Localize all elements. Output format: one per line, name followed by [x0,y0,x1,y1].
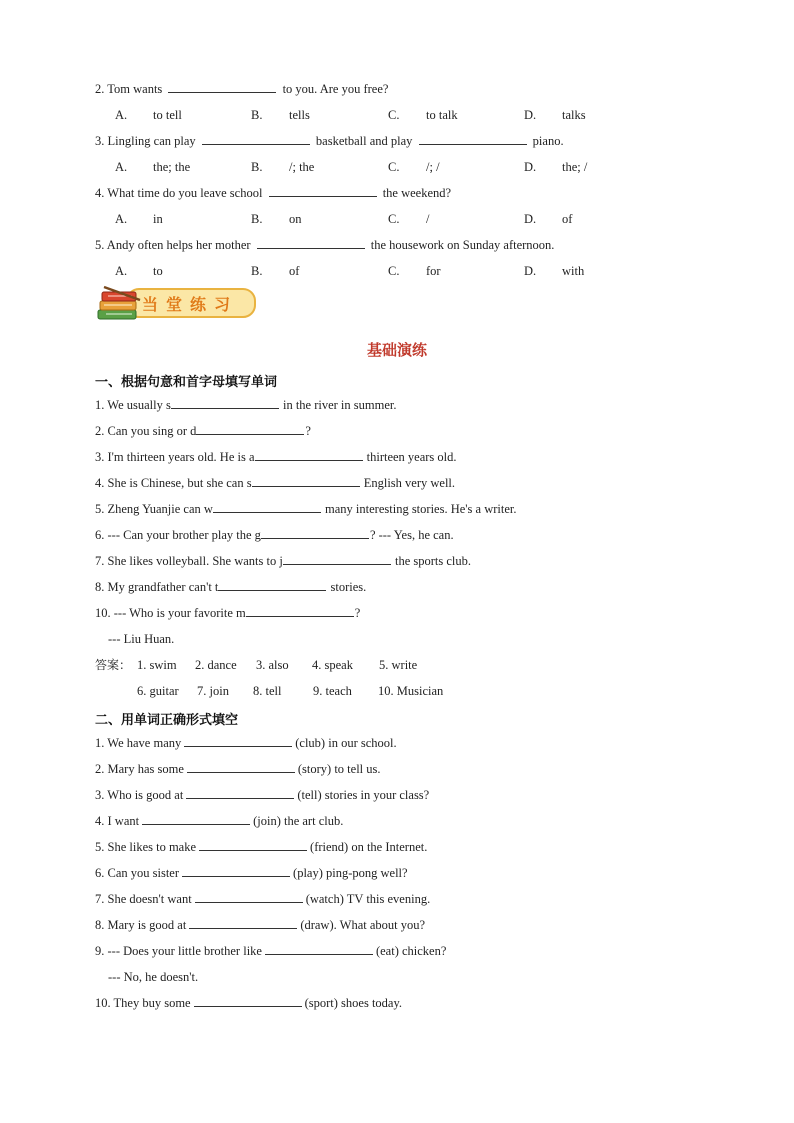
item-text: 3. I'm thirteen years old. He is a [95,450,255,464]
option-text: the; the [153,160,191,174]
item-text: 5. She likes to make [95,840,197,854]
option-text: tells [289,108,310,122]
stem: 3. Lingling can play [95,134,196,148]
part2-item [95,917,425,933]
stem: 5. Andy often helps her mother [95,238,251,252]
item-text: 6. --- Can your brother play the g [95,528,261,542]
part1-item [95,475,455,491]
item-text: ? --- Yes, he can. [369,528,454,542]
item-text: 6. Can you sister [95,866,180,880]
item-text: thirteen years old. [366,450,457,464]
part2-item [95,735,397,751]
part1-extra-line: --- Liu Huan. [108,632,175,646]
answer-blank[interactable] [171,397,279,409]
answer-blank[interactable] [168,81,276,93]
item-text: (club) in our school. [295,736,397,750]
answer-blank[interactable] [218,579,326,591]
practice-banner [96,284,260,324]
option-letter: B. [251,264,263,278]
option-text: to talk [426,108,458,122]
option-letter: C. [388,264,400,278]
item-text: 8. My grandfather can't t [95,580,219,594]
answer-item: 7. join [197,684,229,698]
answer-blank[interactable] [419,133,527,145]
item-text: 9. --- Does your little brother like [95,944,262,958]
answer-blank[interactable] [199,839,307,851]
stem: the housework on Sunday afternoon. [370,238,555,252]
option-text: /; / [426,160,440,174]
part1-item [95,449,457,465]
option-letter: D. [524,212,537,226]
stem: piano. [532,134,564,148]
answer-item: 4. speak [312,658,353,672]
answer-blank[interactable] [257,237,365,249]
item-text: ? [305,424,311,438]
answer-item: 2. dance [195,658,237,672]
answer-blank[interactable] [184,735,292,747]
answer-blank[interactable] [196,423,304,435]
item-text: 1. We usually s [95,398,171,412]
answer-item: 3. also [256,658,289,672]
item-text: the sports club. [394,554,472,568]
mc-question-4 [95,185,451,201]
item-text: (watch) TV this evening. [305,892,431,906]
answer-blank[interactable] [269,185,377,197]
option-letter: A. [115,160,128,174]
item-text: stories. [330,580,367,594]
answer-item: 10. Musician [378,684,444,698]
answer-blank[interactable] [187,761,295,773]
mc-question-3 [95,133,564,149]
item-text: 1. We have many [95,736,182,750]
item-text: 10. They buy some [95,996,191,1010]
option-letter: B. [251,212,263,226]
option-text: talks [562,108,586,122]
option-letter: A. [115,264,128,278]
item-text: 8. Mary is good at [95,918,187,932]
option-letter: B. [251,160,263,174]
option-text: with [562,264,585,278]
answer-blank[interactable] [261,527,369,539]
option-text: of [289,264,300,278]
stem: the weekend? [382,186,452,200]
answers-row-2 [95,683,695,699]
item-text: 7. She likes volleyball. She wants to j [95,554,283,568]
option-letter: D. [524,108,537,122]
part2-item [95,865,408,881]
part1-item [95,423,311,439]
answer-blank[interactable] [255,449,363,461]
option-letter: C. [388,108,400,122]
answer-blank[interactable] [142,813,250,825]
part2-item [95,891,430,907]
option-letter: A. [115,212,128,226]
answer-blank[interactable] [194,995,302,1007]
option-letter: A. [115,108,128,122]
option-letter: D. [524,160,537,174]
answer-blank[interactable] [283,553,391,565]
item-text: in the river in summer. [282,398,397,412]
answer-item: 9. teach [313,684,352,698]
option-text: to tell [153,108,182,122]
part2-extra-line: --- No, he doesn't. [108,970,199,984]
option-text: to [153,264,163,278]
part2-item [95,761,381,777]
stem: to you. Are you free? [282,82,389,96]
answer-blank[interactable] [202,133,310,145]
option-text: of [562,212,573,226]
part2-heading: 二、用单词正确形式填空 [95,713,239,728]
item-text: 2. Mary has some [95,762,184,776]
item-text: 3. Who is good at [95,788,184,802]
item-text: 10. --- Who is your favorite m [95,606,246,620]
option-text: /; the [289,160,315,174]
option-letter: B. [251,108,263,122]
mc-question-2 [95,81,388,97]
answers-row-1 [95,657,695,673]
item-text: ? [354,606,361,620]
item-text: 5. Zheng Yuanjie can w [95,502,213,516]
item-text: (play) ping-pong well? [293,866,408,880]
answer-blank[interactable] [265,943,373,955]
item-text: (story) to tell us. [297,762,381,776]
part2-item [95,813,343,829]
item-text: 7. She doesn't want [95,892,192,906]
answer-blank[interactable] [189,917,297,929]
part1-heading: 一、根据句意和首字母填写单词 [95,375,278,390]
answer-item: 1. swim [137,658,177,672]
option-letter: C. [388,160,400,174]
section-title: 基础演练 [366,341,427,359]
option-text: on [289,212,302,226]
part2-item [95,943,446,959]
item-text: many interesting stories. He's a writer. [325,502,517,516]
item-text: (tell) stories in your class? [297,788,430,802]
option-text: the; / [562,160,588,174]
answer-blank[interactable] [252,475,360,487]
mc-question-5 [95,237,554,253]
part2-item-10 [95,995,402,1011]
item-text: 4. She is Chinese, but she can s [95,476,252,490]
option-letter: D. [524,264,537,278]
option-text: for [426,264,441,278]
item-text: (eat) chicken? [375,944,447,958]
option-text: in [153,212,163,226]
part1-item [95,605,360,621]
part1-item [95,579,366,595]
item-text: (draw). What about you? [300,918,426,932]
answer-item: 5. write [379,658,418,672]
answer-blank[interactable] [186,787,294,799]
answer-blank[interactable] [246,605,354,617]
books-icon [96,284,144,324]
answer-label: 答案： [95,658,132,672]
stem: 4. What time do you leave school [95,186,263,200]
answer-item: 8. tell [253,684,282,698]
part1-item [95,397,397,413]
stem: basketball and play [315,134,413,148]
stem: 2. Tom wants [95,82,163,96]
part1-item [95,501,516,517]
item-text: 2. Can you sing or d [95,424,197,438]
part1-item [95,553,471,569]
item-text: (friend) on the Internet. [310,840,428,854]
part2-item [95,839,427,855]
answer-blank[interactable] [182,865,290,877]
part2-item [95,787,429,803]
answer-blank[interactable] [195,891,303,903]
item-text: (join) the art club. [253,814,344,828]
option-text: / [426,212,430,226]
banner-title: 当堂练习 [142,295,239,314]
answer-item: 6. guitar [137,684,179,698]
item-text: 4. I want [95,814,140,828]
answer-blank[interactable] [213,501,321,513]
option-letter: C. [388,212,400,226]
part1-item [95,527,454,543]
item-text: English very well. [363,476,456,490]
item-text: (sport) shoes today. [304,996,403,1010]
